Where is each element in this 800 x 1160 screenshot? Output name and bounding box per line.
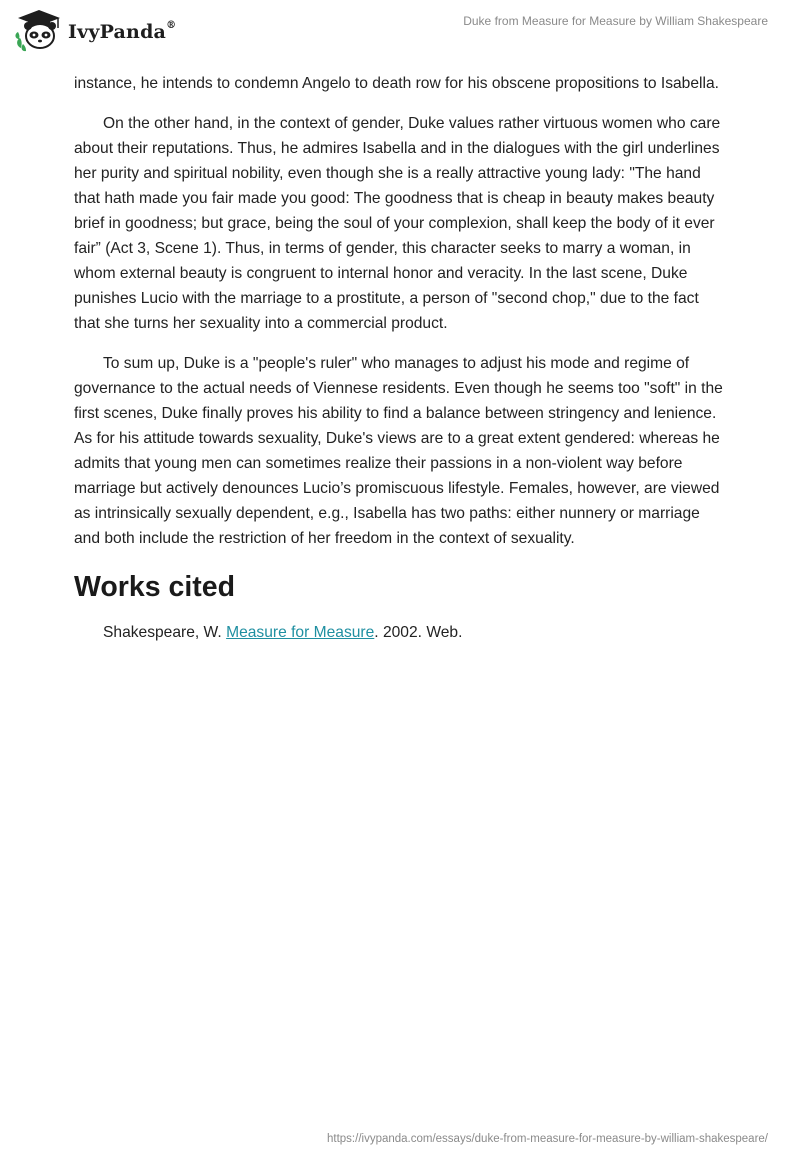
- paragraph: instance, he intends to condemn Angelo to death row for his obscene propositions to Isabella.: [74, 75, 719, 92]
- panda-graduate-icon: [14, 8, 64, 52]
- registered-mark: ®: [166, 19, 177, 31]
- citation-entry: [74, 620, 724, 645]
- page-header: [0, 0, 800, 66]
- works-cited-heading: Works cited: [74, 571, 236, 603]
- citation-link[interactable]: Measure for Measure: [226, 624, 375, 641]
- essay-body: [74, 71, 724, 660]
- document-title: Duke from Measure for Measure by William Shakespeare: [463, 14, 768, 28]
- paragraph: To sum up, Duke is a "people's ruler" who manages to adjust his mode and regime of governance to the actual needs of Viennese residents. Even though he seems too "soft" in the first scenes, Duke finally proves his ability to find a balance between stringency and lenience. As for his attitude towards sexuality, Duke's views are to a great extent gendered: whereas he admits that young men can sometimes realize their passions in a non-violent way before marriage but actively denounces Lucio’s promiscuous lifestyle. Females, however, are viewed as intrinsically sexually dependent, e.g., Isabella has two paths: either nunnery or marriage and both include the restriction of her freedom in the context of sexuality.: [74, 355, 723, 547]
- source-url: https://ivypanda.com/essays/duke-from-measure-for-measure-by-william-shakespeare/: [327, 1133, 768, 1145]
- logo-text: IvyPanda®: [68, 19, 177, 43]
- ivypanda-logo[interactable]: [14, 8, 176, 52]
- citation-rest: . 2002. Web.: [374, 624, 463, 641]
- citation-author: Shakespeare, W.: [103, 624, 222, 641]
- paragraph: On the other hand, in the context of gender, Duke values rather virtuous women who care about their reputations. Thus, he admires Isabella and in the dialogues with the girl underlines her purity and spiritual nobility, even though she is a really attractive young lady: "The hand that hath made you fair made you good: The goodness that is cheap in beauty makes beauty brief in goodness; but grace, being the soul of your complexion, shall keep the body of it ever fair” (Act 3, Scene 1). Thus, in terms of gender, this character seeks to marry a woman, in whom external beauty is congruent to internal honor and veracity. In the last scene, Duke punishes Lucio with the marriage to a prostitute, a person of "second chop," due to the fact that she turns her sexuality into a commercial product.: [74, 115, 721, 332]
